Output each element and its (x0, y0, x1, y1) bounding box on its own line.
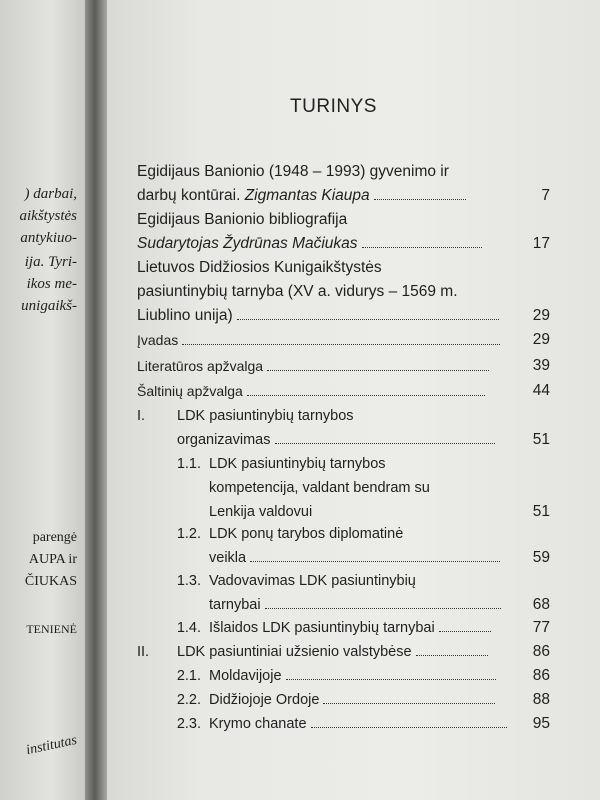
toc-entry (137, 379, 550, 403)
left-facing-page (0, 0, 85, 800)
entry-title-line: organizavimas (177, 432, 271, 448)
dot-leader (374, 185, 466, 200)
page-number: 95 (532, 715, 550, 732)
left-text-fragment: unigaikš- (21, 298, 77, 314)
page-number: 77 (532, 619, 550, 636)
page-number: 86 (532, 667, 550, 684)
entry-title-line: Didžiojoje Ordoje (209, 692, 320, 708)
entry-title-line: Moldavijoje (209, 668, 282, 684)
entry-title-line: LDK pasiuntinybių tarnybos (209, 456, 386, 472)
section-number: 2.3. (176, 716, 201, 732)
toc-entry (137, 404, 550, 452)
dot-leader (265, 594, 501, 609)
page-number: 29 (532, 307, 550, 324)
entry-title-line: Egidijaus Banionio bibliografija (137, 211, 348, 228)
entry-title-line: veikla (209, 550, 247, 566)
entry-title-line: Šaltinių apžvalga (137, 383, 243, 399)
entry-title-line: Egidijaus Banionio (1948 – 1993) gyvenimo ir (137, 163, 449, 180)
toc-entry (137, 522, 550, 570)
page-number: 39 (532, 357, 550, 374)
dot-leader (247, 381, 485, 396)
page-number: 51 (532, 503, 550, 520)
entry-title-line: Liublino unija) (137, 307, 233, 324)
left-text-fragment: antykiuo- (20, 230, 77, 246)
entry-title-line: tarnybai (209, 597, 261, 613)
entry-title-line: Literatūros apžvalga (137, 358, 264, 374)
toc-entry (137, 256, 550, 328)
section-number: 2.1. (176, 668, 201, 684)
entry-title-line: LDK ponų tarybos diplomatinė (209, 526, 404, 542)
dot-leader (311, 713, 507, 728)
section-number: I. (137, 408, 146, 424)
section-number: 1.3. (176, 573, 201, 589)
toc-entry (137, 640, 550, 664)
page-number: 86 (532, 643, 550, 660)
left-text-fragment: ija. Tyri- (24, 254, 77, 270)
section-number: 2.2. (176, 692, 201, 708)
entry-author: Zigmantas Kiaupa (244, 187, 370, 204)
dot-leader (362, 233, 482, 248)
dot-leader (323, 689, 495, 704)
toc-entry (137, 328, 550, 352)
page-number: 7 (541, 187, 550, 204)
toc-entry (137, 160, 550, 208)
page-number: 59 (532, 549, 550, 566)
entry-title-line: Lenkija valdovui (209, 504, 313, 520)
page-number: 68 (532, 596, 550, 613)
dot-leader (286, 665, 496, 680)
dot-leader (275, 429, 495, 444)
entry-title-line: Išlaidos LDK pasiuntinybių tarnybai (209, 620, 435, 636)
dot-leader (182, 330, 500, 345)
toc-entry (137, 664, 550, 688)
section-number: 1.4. (176, 620, 201, 636)
left-text-fragment: institutas (24, 732, 78, 759)
left-text-fragment: ČIUKAS (24, 574, 77, 589)
left-text-fragment: ikos me- (26, 276, 77, 292)
entry-title-line: kompetencija, valdant bendram su (209, 480, 430, 496)
dot-leader (237, 305, 499, 320)
section-number: 1.2. (176, 526, 201, 542)
left-text-fragment: parengė (32, 530, 77, 545)
page-number: 88 (532, 691, 550, 708)
left-text-fragment: TENIENĖ (26, 622, 77, 636)
entry-title-line: Krymo chanate (209, 716, 307, 732)
toc-entry (137, 354, 550, 378)
page-number: 51 (532, 431, 550, 448)
toc-entry (137, 208, 550, 256)
book-gutter (85, 0, 107, 800)
toc-entry (137, 712, 550, 736)
page-number: 29 (532, 331, 550, 348)
toc-entry (137, 688, 550, 712)
entry-title-line: LDK pasiuntiniai užsienio valstybėse (177, 644, 412, 660)
entry-title-line: pasiuntinybių tarnyba (XV a. vidurys – 1569 m. (137, 283, 458, 300)
page-title: TURINYS (290, 96, 377, 117)
section-number: II. (137, 644, 150, 660)
table-of-contents-page (107, 0, 600, 800)
entry-author: Sudarytojas Žydrūnas Mačiukas (137, 235, 358, 252)
dot-leader (267, 356, 489, 371)
dot-leader (250, 547, 500, 562)
toc-entry (137, 452, 550, 524)
section-number: 1.1. (176, 456, 201, 472)
left-text-fragment: ) darbai, (24, 186, 77, 202)
toc-entry (137, 616, 550, 640)
page-number: 44 (532, 382, 550, 399)
toc-entry (137, 569, 550, 617)
entry-title-line: Įvadas (137, 332, 179, 348)
left-text-fragment: AUPA ir (28, 552, 77, 567)
dot-leader (416, 641, 488, 656)
entry-title-line: Lietuvos Didžiosios Kunigaikštystės (137, 259, 382, 276)
page-number: 17 (532, 235, 550, 252)
left-text-fragment: aikštystės (19, 208, 77, 224)
dot-leader (439, 617, 491, 632)
entry-title-line: LDK pasiuntinybių tarnybos (177, 408, 354, 424)
entry-title-line: darbų kontūrai. (137, 187, 241, 204)
entry-title-line: Vadovavimas LDK pasiuntinybių (209, 573, 416, 589)
